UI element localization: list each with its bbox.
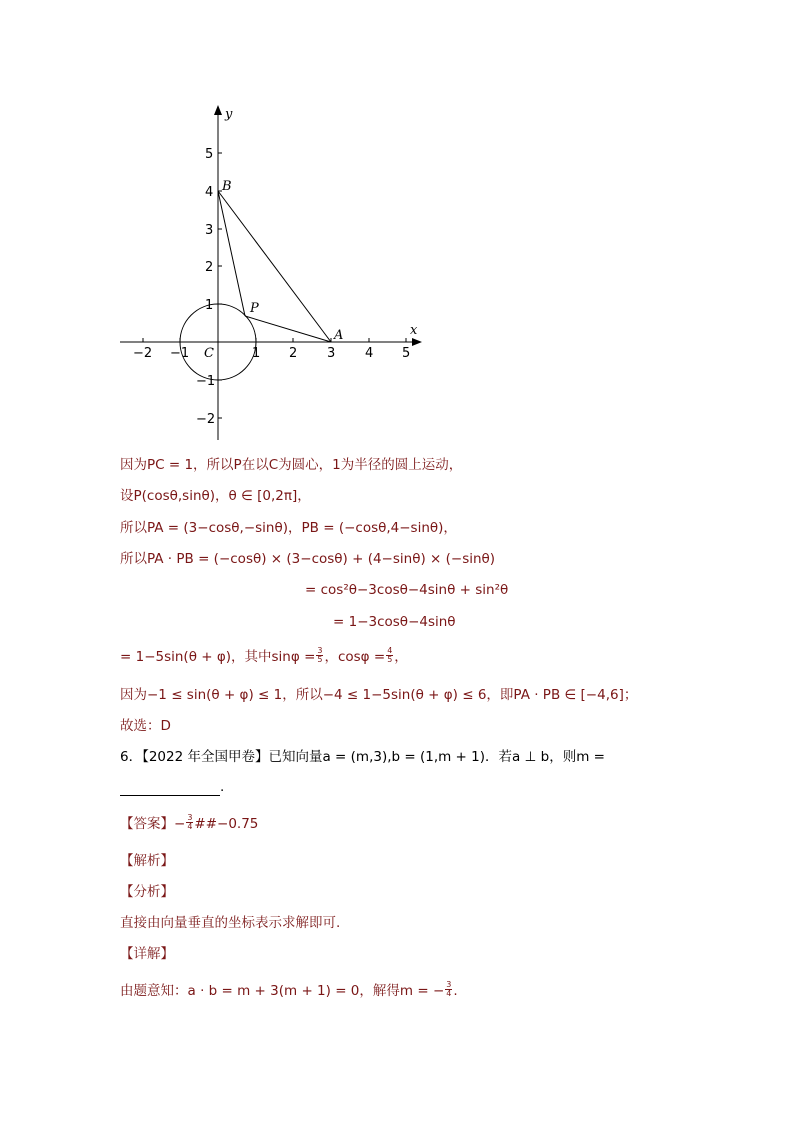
solution-line-4: 所以PA · PB = (−cosθ) × (3−cosθ) + (4−sinθ) × (−sinθ) [120, 551, 496, 567]
y-axis-label: y [225, 107, 233, 122]
x-tick-label: 1 [252, 346, 261, 361]
answer-minus: − [174, 816, 186, 832]
x-tick-label: 5 [402, 346, 411, 361]
solution-line-7-c: ， [394, 649, 408, 665]
x-axis-arrow [412, 338, 422, 346]
answer-line [120, 812, 259, 833]
y-tick-label: −1 [196, 374, 216, 389]
x-tick-label: −1 [170, 346, 190, 361]
y-tick-label: 2 [205, 260, 214, 275]
segment-PA [245, 316, 331, 342]
final-line-end: . [453, 983, 458, 999]
solution-line-6: = 1−3cosθ−4sinθ [333, 614, 456, 630]
point-C-label: C [204, 346, 214, 361]
fraction-three-fifths: $\frac{3}{5}$ [317, 645, 323, 664]
y-tick-label: 3 [205, 223, 214, 238]
solution-line-2: 设P(cosθ,sinθ)，θ ∈ [0,2π]， [120, 488, 311, 504]
solution-line-3: 所以PA = (3−cosθ,−sinθ)，PB = (−cosθ,4−sinθ)， [120, 520, 457, 536]
solution-line-7 [120, 645, 408, 666]
x-tick-label: −2 [133, 346, 153, 361]
answer-fraction: $\frac{3}{4}$ [187, 812, 193, 831]
question-6: 6．【2022 年全国甲卷】已知向量a = (m,3),b = (1,m + 1)．若a ⊥ b，则m = [120, 749, 605, 765]
xiangjie-heading: 【详解】 [120, 946, 174, 962]
coordinate-figure [0, 0, 794, 450]
x-tick-label: 3 [327, 346, 336, 361]
final-line-a: 由题意知：a · b = m + 3(m + 1) = 0，解得m = − [120, 983, 445, 999]
x-axis-label: x [410, 323, 418, 338]
final-line [120, 979, 458, 1000]
answer-label: 【答案】 [120, 816, 174, 832]
x-tick-label: 2 [289, 346, 298, 361]
solution-line-7-b: ，cosφ = [324, 649, 386, 665]
question-6-end: . [220, 779, 225, 795]
segment-BA [218, 191, 331, 342]
y-tick-label: 1 [205, 298, 214, 313]
point-A-label: A [334, 328, 344, 343]
solution-line-5: = cos²θ−3cosθ−4sinθ + sin²θ [305, 582, 509, 598]
final-fraction: $\frac{3}{4}$ [446, 979, 452, 998]
x-tick-label: 4 [365, 346, 374, 361]
solution-line-8: 因为−1 ≤ sin(θ + φ) ≤ 1，所以−4 ≤ 1−5sin(θ + φ) ≤ 6，即PA · PB ∈ [−4,6]； [120, 687, 638, 703]
y-tick-label: 5 [205, 147, 214, 162]
solution-line-7-a: = 1−5sin(θ + φ)，其中sinφ = [120, 649, 316, 665]
fenxi-text: 直接由向量垂直的坐标表示求解即可. [120, 915, 341, 931]
solution-line-1: 因为PC = 1，所以P在以C为圆心，1为半径的圆上运动， [120, 457, 463, 473]
y-tick-label: −2 [196, 412, 216, 427]
point-B-label: B [222, 179, 232, 194]
answer-blank [120, 783, 220, 796]
point-P-label: P [250, 301, 259, 316]
answer-rest: ##−0.75 [194, 816, 259, 832]
fraction-four-fifths: $\frac{4}{5}$ [387, 645, 393, 664]
y-axis-arrow [214, 105, 222, 115]
answer-choice-line: 故选：D [120, 718, 171, 734]
y-tick-label: 4 [205, 185, 214, 200]
jiexi-heading: 【解析】 [120, 853, 174, 869]
fenxi-heading: 【分析】 [120, 884, 174, 900]
question-6-blank-line [120, 778, 224, 796]
